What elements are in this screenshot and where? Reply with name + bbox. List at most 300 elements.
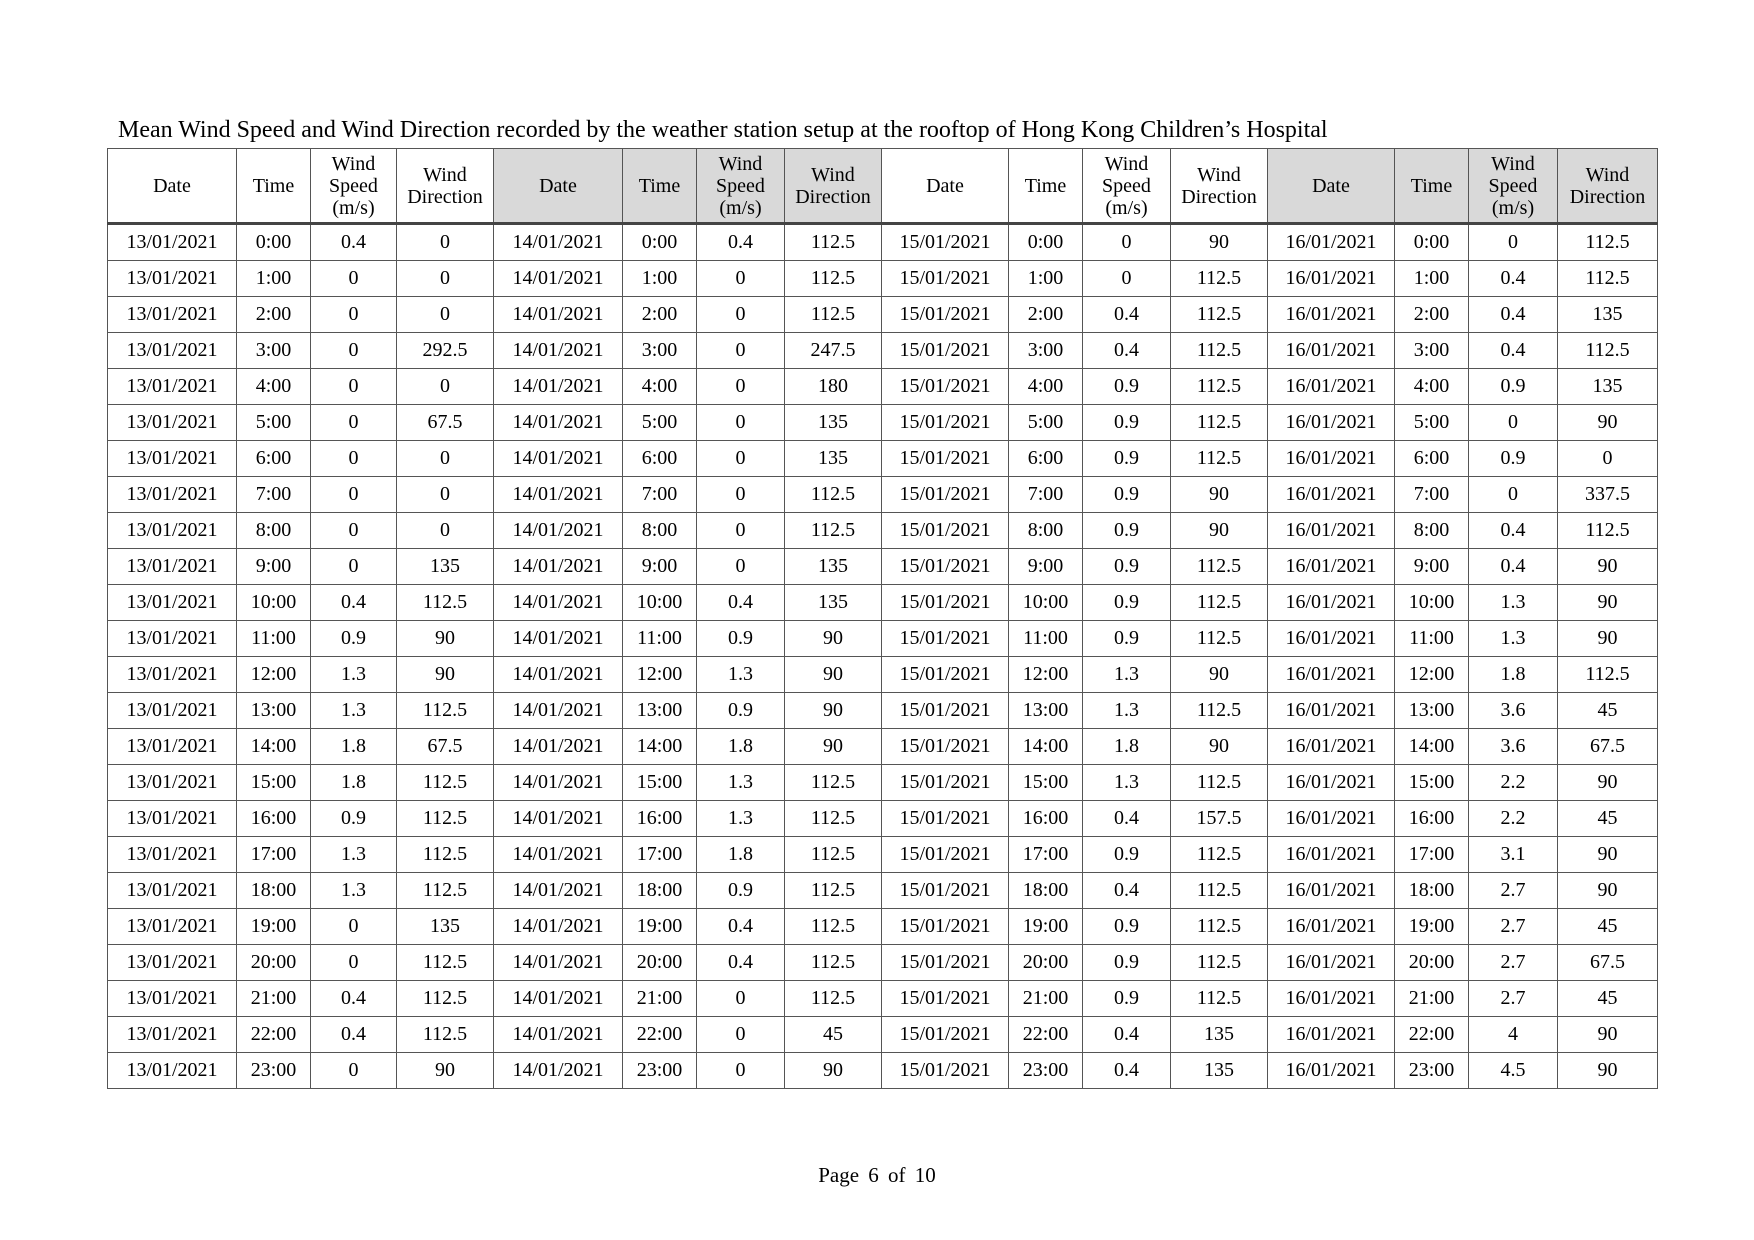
time-cell: 2:00 [1009, 297, 1083, 333]
time-cell: 20:00 [623, 945, 697, 981]
date-cell: 15/01/2021 [882, 693, 1009, 729]
time-cell: 23:00 [1395, 1053, 1469, 1089]
time-cell: 10:00 [237, 585, 311, 621]
header-time: Time [237, 149, 311, 224]
time-cell: 22:00 [1009, 1017, 1083, 1053]
wind-direction-cell: 292.5 [397, 333, 494, 369]
date-cell: 15/01/2021 [882, 261, 1009, 297]
wind-speed-cell: 0.9 [1083, 837, 1171, 873]
wind-direction-cell: 90 [1171, 657, 1268, 693]
wind-direction-cell: 112.5 [1171, 405, 1268, 441]
wind-direction-cell: 112.5 [397, 585, 494, 621]
wind-speed-cell: 0.4 [1083, 1017, 1171, 1053]
date-cell: 16/01/2021 [1268, 693, 1395, 729]
wind-speed-cell: 0.9 [1083, 477, 1171, 513]
date-cell: 15/01/2021 [882, 405, 1009, 441]
wind-direction-cell: 112.5 [1171, 549, 1268, 585]
date-cell: 15/01/2021 [882, 1017, 1009, 1053]
wind-direction-cell: 90 [1171, 729, 1268, 765]
wind-direction-cell: 112.5 [785, 261, 882, 297]
wind-speed-cell: 0 [311, 441, 397, 477]
wind-speed-cell: 0.9 [1083, 513, 1171, 549]
date-cell: 13/01/2021 [108, 1017, 237, 1053]
table-row [108, 693, 1658, 729]
wind-direction-cell: 90 [397, 621, 494, 657]
wind-speed-cell: 0 [697, 441, 785, 477]
table-row [108, 405, 1658, 441]
wind-speed-cell: 0.9 [1469, 441, 1558, 477]
wind-direction-cell: 112.5 [785, 981, 882, 1017]
wind-direction-cell: 90 [1558, 405, 1658, 441]
time-cell: 18:00 [237, 873, 311, 909]
date-cell: 14/01/2021 [494, 585, 623, 621]
wind-speed-cell: 0.4 [1083, 297, 1171, 333]
header-time: Time [623, 149, 697, 224]
wind-speed-cell: 1.3 [1083, 657, 1171, 693]
wind-speed-cell: 0 [311, 909, 397, 945]
wind-direction-cell: 45 [1558, 693, 1658, 729]
wind-direction-cell: 112.5 [1171, 441, 1268, 477]
wind-speed-cell: 0.4 [1083, 1053, 1171, 1089]
time-cell: 7:00 [237, 477, 311, 513]
wind-speed-cell: 2.2 [1469, 765, 1558, 801]
date-cell: 16/01/2021 [1268, 945, 1395, 981]
wind-direction-cell: 112.5 [397, 765, 494, 801]
date-cell: 14/01/2021 [494, 441, 623, 477]
wind-direction-cell: 90 [1558, 1017, 1658, 1053]
time-cell: 16:00 [623, 801, 697, 837]
date-cell: 15/01/2021 [882, 549, 1009, 585]
time-cell: 22:00 [1395, 1017, 1469, 1053]
date-cell: 15/01/2021 [882, 801, 1009, 837]
time-cell: 3:00 [1395, 333, 1469, 369]
time-cell: 5:00 [237, 405, 311, 441]
wind-direction-cell: 90 [785, 729, 882, 765]
date-cell: 15/01/2021 [882, 657, 1009, 693]
wind-speed-cell: 1.3 [1083, 765, 1171, 801]
date-cell: 13/01/2021 [108, 909, 237, 945]
time-cell: 10:00 [1009, 585, 1083, 621]
wind-speed-cell: 0.4 [1083, 333, 1171, 369]
wind-direction-cell: 135 [1558, 297, 1658, 333]
time-cell: 11:00 [623, 621, 697, 657]
date-cell: 13/01/2021 [108, 297, 237, 333]
wind-direction-cell: 112.5 [1171, 261, 1268, 297]
time-cell: 20:00 [237, 945, 311, 981]
date-cell: 16/01/2021 [1268, 585, 1395, 621]
time-cell: 15:00 [623, 765, 697, 801]
time-cell: 7:00 [623, 477, 697, 513]
time-cell: 5:00 [623, 405, 697, 441]
date-cell: 14/01/2021 [494, 765, 623, 801]
wind-speed-cell: 0.9 [311, 621, 397, 657]
time-cell: 8:00 [1395, 513, 1469, 549]
date-cell: 14/01/2021 [494, 477, 623, 513]
wind-speed-cell: 3.6 [1469, 729, 1558, 765]
header-date: Date [882, 149, 1009, 224]
wind-speed-cell: 0.4 [1469, 513, 1558, 549]
date-cell: 14/01/2021 [494, 837, 623, 873]
date-cell: 15/01/2021 [882, 297, 1009, 333]
wind-speed-cell: 4.5 [1469, 1053, 1558, 1089]
date-cell: 13/01/2021 [108, 801, 237, 837]
time-cell: 3:00 [1009, 333, 1083, 369]
wind-direction-cell: 112.5 [785, 765, 882, 801]
header-row [108, 149, 1658, 224]
wind-direction-cell: 112.5 [1171, 693, 1268, 729]
date-cell: 13/01/2021 [108, 405, 237, 441]
date-cell: 14/01/2021 [494, 549, 623, 585]
wind-speed-cell: 2.2 [1469, 801, 1558, 837]
date-cell: 16/01/2021 [1268, 765, 1395, 801]
wind-direction-cell: 112.5 [1171, 837, 1268, 873]
wind-speed-cell: 0 [697, 261, 785, 297]
wind-direction-cell: 112.5 [785, 837, 882, 873]
wind-speed-cell: 0.4 [311, 224, 397, 261]
wind-speed-cell: 0 [697, 1017, 785, 1053]
time-cell: 0:00 [1395, 224, 1469, 261]
time-cell: 22:00 [623, 1017, 697, 1053]
date-cell: 13/01/2021 [108, 477, 237, 513]
time-cell: 6:00 [1395, 441, 1469, 477]
wind-speed-cell: 2.7 [1469, 909, 1558, 945]
wind-speed-cell: 1.8 [697, 837, 785, 873]
date-cell: 16/01/2021 [1268, 1053, 1395, 1089]
wind-speed-cell: 2.7 [1469, 945, 1558, 981]
wind-direction-cell: 0 [397, 224, 494, 261]
page-total: 10 [914, 1163, 936, 1187]
date-cell: 13/01/2021 [108, 513, 237, 549]
wind-direction-cell: 112.5 [1558, 333, 1658, 369]
wind-direction-cell: 112.5 [785, 801, 882, 837]
wind-speed-cell: 0.4 [1469, 297, 1558, 333]
time-cell: 12:00 [237, 657, 311, 693]
date-cell: 15/01/2021 [882, 945, 1009, 981]
wind-speed-cell: 3.1 [1469, 837, 1558, 873]
wind-direction-cell: 112.5 [397, 981, 494, 1017]
page-word: Page [818, 1163, 860, 1187]
wind-direction-cell: 135 [397, 549, 494, 585]
date-cell: 15/01/2021 [882, 513, 1009, 549]
date-cell: 16/01/2021 [1268, 909, 1395, 945]
wind-speed-cell: 0 [311, 513, 397, 549]
date-cell: 13/01/2021 [108, 585, 237, 621]
table-caption: Mean Wind Speed and Wind Direction recorded by the weather station setup at the rooftop of Hong Kong Children’s Hospital [118, 117, 1328, 143]
wind-direction-cell: 112.5 [1558, 657, 1658, 693]
time-cell: 23:00 [623, 1053, 697, 1089]
table-row [108, 224, 1658, 261]
header-time: Time [1009, 149, 1083, 224]
date-cell: 13/01/2021 [108, 945, 237, 981]
wind-direction-cell: 90 [785, 693, 882, 729]
date-cell: 14/01/2021 [494, 333, 623, 369]
wind-direction-cell: 112.5 [1171, 765, 1268, 801]
table-row [108, 297, 1658, 333]
header-wind-direction: Wind Direction [397, 149, 494, 224]
date-cell: 13/01/2021 [108, 369, 237, 405]
wind-direction-cell: 90 [1171, 477, 1268, 513]
wind-direction-cell: 135 [1558, 369, 1658, 405]
wind-speed-cell: 1.3 [697, 657, 785, 693]
wind-speed-cell: 0 [697, 369, 785, 405]
wind-speed-cell: 1.3 [311, 693, 397, 729]
wind-speed-cell: 1.3 [311, 873, 397, 909]
wind-speed-cell: 0 [311, 549, 397, 585]
time-cell: 23:00 [1009, 1053, 1083, 1089]
time-cell: 17:00 [1009, 837, 1083, 873]
time-cell: 3:00 [623, 333, 697, 369]
time-cell: 15:00 [1395, 765, 1469, 801]
time-cell: 17:00 [623, 837, 697, 873]
time-cell: 9:00 [1009, 549, 1083, 585]
wind-direction-cell: 112.5 [1171, 369, 1268, 405]
date-cell: 13/01/2021 [108, 837, 237, 873]
wind-speed-cell: 0 [1083, 224, 1171, 261]
time-cell: 13:00 [623, 693, 697, 729]
date-cell: 14/01/2021 [494, 657, 623, 693]
wind-speed-cell: 0.9 [1083, 945, 1171, 981]
date-cell: 16/01/2021 [1268, 729, 1395, 765]
wind-direction-cell: 90 [1558, 1053, 1658, 1089]
time-cell: 1:00 [1009, 261, 1083, 297]
time-cell: 12:00 [1395, 657, 1469, 693]
wind-direction-cell: 90 [1558, 873, 1658, 909]
wind-speed-cell: 0.4 [697, 585, 785, 621]
time-cell: 2:00 [623, 297, 697, 333]
time-cell: 18:00 [1395, 873, 1469, 909]
wind-direction-cell: 112.5 [785, 909, 882, 945]
date-cell: 16/01/2021 [1268, 1017, 1395, 1053]
wind-speed-cell: 0 [1469, 477, 1558, 513]
header-wind-direction: Wind Direction [1558, 149, 1658, 224]
wind-speed-cell: 0.4 [1083, 801, 1171, 837]
wind-speed-cell: 3.6 [1469, 693, 1558, 729]
wind-direction-cell: 112.5 [1171, 945, 1268, 981]
time-cell: 6:00 [237, 441, 311, 477]
time-cell: 19:00 [1009, 909, 1083, 945]
header-wind-speed: Wind Speed (m/s) [1469, 149, 1558, 224]
wind-direction-cell: 0 [397, 513, 494, 549]
time-cell: 10:00 [1395, 585, 1469, 621]
date-cell: 13/01/2021 [108, 333, 237, 369]
wind-direction-cell: 90 [1558, 585, 1658, 621]
wind-direction-cell: 90 [785, 657, 882, 693]
time-cell: 0:00 [1009, 224, 1083, 261]
date-cell: 16/01/2021 [1268, 513, 1395, 549]
wind-speed-cell: 0.9 [697, 873, 785, 909]
wind-speed-cell: 0 [697, 513, 785, 549]
wind-speed-cell: 0.4 [697, 945, 785, 981]
time-cell: 7:00 [1395, 477, 1469, 513]
time-cell: 17:00 [1395, 837, 1469, 873]
wind-speed-cell: 0 [311, 261, 397, 297]
time-cell: 4:00 [237, 369, 311, 405]
time-cell: 4:00 [623, 369, 697, 405]
time-cell: 6:00 [1009, 441, 1083, 477]
wind-direction-cell: 112.5 [1558, 261, 1658, 297]
date-cell: 14/01/2021 [494, 621, 623, 657]
table-row [108, 981, 1658, 1017]
wind-direction-cell: 112.5 [397, 873, 494, 909]
wind-direction-cell: 112.5 [397, 1017, 494, 1053]
date-cell: 13/01/2021 [108, 549, 237, 585]
wind-direction-cell: 337.5 [1558, 477, 1658, 513]
wind-direction-cell: 135 [397, 909, 494, 945]
time-cell: 3:00 [237, 333, 311, 369]
header-date: Date [494, 149, 623, 224]
wind-speed-cell: 1.8 [311, 765, 397, 801]
wind-speed-cell: 0.4 [311, 981, 397, 1017]
wind-speed-cell: 1.8 [1083, 729, 1171, 765]
date-cell: 15/01/2021 [882, 477, 1009, 513]
time-cell: 23:00 [237, 1053, 311, 1089]
table-row [108, 657, 1658, 693]
wind-speed-cell: 0 [697, 549, 785, 585]
table-row [108, 333, 1658, 369]
wind-speed-cell: 0.9 [1083, 585, 1171, 621]
time-cell: 15:00 [237, 765, 311, 801]
time-cell: 21:00 [1009, 981, 1083, 1017]
wind-direction-cell: 45 [1558, 909, 1658, 945]
table-row [108, 1017, 1658, 1053]
time-cell: 15:00 [1009, 765, 1083, 801]
wind-direction-cell: 112.5 [1558, 513, 1658, 549]
date-cell: 15/01/2021 [882, 837, 1009, 873]
wind-direction-cell: 135 [785, 585, 882, 621]
wind-speed-cell: 0 [1083, 261, 1171, 297]
wind-direction-cell: 112.5 [1171, 873, 1268, 909]
time-cell: 21:00 [1395, 981, 1469, 1017]
wind-speed-cell: 0.9 [311, 801, 397, 837]
time-cell: 8:00 [237, 513, 311, 549]
date-cell: 15/01/2021 [882, 873, 1009, 909]
wind-direction-cell: 180 [785, 369, 882, 405]
date-cell: 15/01/2021 [882, 621, 1009, 657]
date-cell: 16/01/2021 [1268, 549, 1395, 585]
wind-direction-cell: 112.5 [397, 801, 494, 837]
date-cell: 13/01/2021 [108, 981, 237, 1017]
time-cell: 12:00 [623, 657, 697, 693]
time-cell: 14:00 [237, 729, 311, 765]
date-cell: 15/01/2021 [882, 369, 1009, 405]
header-wind-direction: Wind Direction [1171, 149, 1268, 224]
wind-speed-cell: 0.4 [311, 585, 397, 621]
date-cell: 13/01/2021 [108, 621, 237, 657]
time-cell: 13:00 [237, 693, 311, 729]
wind-direction-cell: 112.5 [785, 873, 882, 909]
time-cell: 10:00 [623, 585, 697, 621]
wind-speed-cell: 0.4 [1469, 261, 1558, 297]
date-cell: 15/01/2021 [882, 981, 1009, 1017]
table-row [108, 873, 1658, 909]
time-cell: 4:00 [1009, 369, 1083, 405]
wind-speed-cell: 1.8 [697, 729, 785, 765]
table-row [108, 477, 1658, 513]
wind-direction-cell: 247.5 [785, 333, 882, 369]
wind-direction-cell: 67.5 [397, 405, 494, 441]
wind-speed-cell: 4 [1469, 1017, 1558, 1053]
date-cell: 16/01/2021 [1268, 873, 1395, 909]
time-cell: 14:00 [623, 729, 697, 765]
wind-speed-cell: 0 [697, 333, 785, 369]
header-wind-speed: Wind Speed (m/s) [1083, 149, 1171, 224]
table-row [108, 765, 1658, 801]
date-cell: 13/01/2021 [108, 1053, 237, 1089]
wind-speed-cell: 0.9 [1083, 405, 1171, 441]
time-cell: 0:00 [623, 224, 697, 261]
date-cell: 16/01/2021 [1268, 297, 1395, 333]
table-row [108, 513, 1658, 549]
wind-speed-cell: 0.9 [1469, 369, 1558, 405]
date-cell: 14/01/2021 [494, 909, 623, 945]
page-current: 6 [868, 1163, 879, 1187]
wind-direction-cell: 112.5 [785, 297, 882, 333]
date-cell: 14/01/2021 [494, 873, 623, 909]
date-cell: 13/01/2021 [108, 224, 237, 261]
header-wind-speed: Wind Speed (m/s) [311, 149, 397, 224]
time-cell: 17:00 [237, 837, 311, 873]
wind-speed-cell: 0 [1469, 224, 1558, 261]
date-cell: 16/01/2021 [1268, 333, 1395, 369]
date-cell: 16/01/2021 [1268, 981, 1395, 1017]
date-cell: 13/01/2021 [108, 873, 237, 909]
wind-speed-cell: 1.8 [1469, 657, 1558, 693]
date-cell: 13/01/2021 [108, 657, 237, 693]
time-cell: 5:00 [1395, 405, 1469, 441]
time-cell: 13:00 [1009, 693, 1083, 729]
time-cell: 7:00 [1009, 477, 1083, 513]
time-cell: 9:00 [237, 549, 311, 585]
wind-speed-cell: 0.9 [1083, 549, 1171, 585]
date-cell: 13/01/2021 [108, 729, 237, 765]
wind-direction-cell: 112.5 [1171, 585, 1268, 621]
table-row [108, 549, 1658, 585]
wind-direction-cell: 0 [1558, 441, 1658, 477]
wind-direction-cell: 135 [785, 405, 882, 441]
date-cell: 15/01/2021 [882, 909, 1009, 945]
date-cell: 14/01/2021 [494, 297, 623, 333]
wind-direction-cell: 112.5 [1171, 297, 1268, 333]
time-cell: 8:00 [623, 513, 697, 549]
wind-speed-cell: 1.3 [697, 765, 785, 801]
wind-direction-cell: 90 [1558, 765, 1658, 801]
time-cell: 12:00 [1009, 657, 1083, 693]
wind-direction-cell: 90 [397, 1053, 494, 1089]
wind-direction-cell: 67.5 [397, 729, 494, 765]
table-row [108, 801, 1658, 837]
header-wind-speed: Wind Speed (m/s) [697, 149, 785, 224]
time-cell: 20:00 [1009, 945, 1083, 981]
wind-speed-cell: 0 [697, 297, 785, 333]
time-cell: 18:00 [1009, 873, 1083, 909]
wind-speed-cell: 0 [311, 477, 397, 513]
wind-data-table [107, 148, 1658, 1089]
time-cell: 11:00 [237, 621, 311, 657]
time-cell: 14:00 [1395, 729, 1469, 765]
date-cell: 16/01/2021 [1268, 369, 1395, 405]
table-row [108, 945, 1658, 981]
wind-direction-cell: 67.5 [1558, 729, 1658, 765]
date-cell: 14/01/2021 [494, 801, 623, 837]
time-cell: 21:00 [623, 981, 697, 1017]
time-cell: 21:00 [237, 981, 311, 1017]
table-row [108, 261, 1658, 297]
date-cell: 16/01/2021 [1268, 477, 1395, 513]
wind-speed-cell: 1.3 [1083, 693, 1171, 729]
wind-speed-cell: 0 [311, 297, 397, 333]
wind-direction-cell: 112.5 [1171, 333, 1268, 369]
wind-speed-cell: 1.8 [311, 729, 397, 765]
